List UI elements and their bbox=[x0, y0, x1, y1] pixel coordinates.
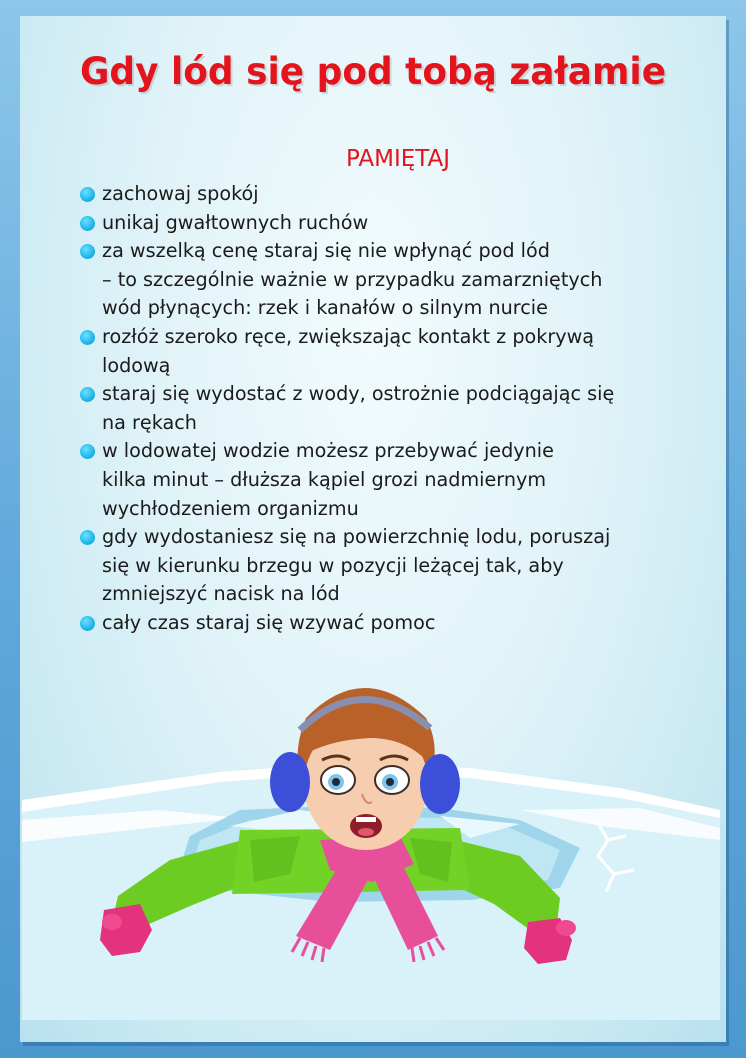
rule-item bbox=[80, 380, 700, 437]
rule-item bbox=[80, 237, 700, 323]
rule-line: za wszelką cenę staraj się nie wpłynąć pod lód bbox=[102, 239, 550, 263]
rule-line: się w kierunku brzegu w pozycji leżącej tak, aby bbox=[102, 553, 564, 577]
rule-line: na rękach bbox=[102, 410, 197, 434]
rule-item bbox=[80, 437, 700, 523]
rule-line: kilka minut – dłuższa kąpiel grozi nadmiernym bbox=[102, 467, 547, 491]
rule-line: – to szczególnie ważnie w przypadku zamarzniętych bbox=[102, 267, 603, 291]
bullet-icon bbox=[80, 216, 95, 231]
rule-line: gdy wydostaniesz się na powierzchnię lodu, poruszaj bbox=[102, 525, 611, 549]
rule-item bbox=[80, 523, 700, 609]
rule-line: cały czas staraj się wzywać pomoc bbox=[102, 610, 436, 634]
rule-line: w lodowatej wodzie możesz przebywać jedynie bbox=[102, 439, 554, 463]
rule-line: rozłóż szeroko ręce, zwiększając kontakt z pokrywą bbox=[102, 324, 595, 348]
bullet-icon bbox=[80, 530, 95, 545]
rule-line: wód płynących: rzek i kanałów o silnym nurcie bbox=[102, 296, 548, 320]
bullet-icon bbox=[80, 244, 95, 259]
rule-item bbox=[80, 609, 700, 638]
bullet-icon bbox=[80, 330, 95, 345]
rule-line: unikaj gwałtownych ruchów bbox=[102, 210, 369, 234]
bullet-icon bbox=[80, 616, 95, 631]
rule-item bbox=[80, 180, 700, 209]
rule-item bbox=[80, 323, 700, 380]
rule-line: lodową bbox=[102, 353, 171, 377]
bullet-icon bbox=[80, 187, 95, 202]
rule-line: zmniejszyć nacisk na lód bbox=[102, 582, 340, 606]
poster-title: Gdy lód się pod tobą załamie bbox=[79, 50, 667, 93]
child-in-ice-illustration bbox=[0, 660, 746, 1058]
bullet-icon bbox=[80, 444, 95, 459]
rule-line: zachowaj spokój bbox=[102, 182, 259, 205]
rules-list bbox=[80, 180, 700, 638]
bullet-icon bbox=[80, 387, 95, 402]
rule-item bbox=[80, 209, 700, 238]
rule-line: wychłodzeniem organizmu bbox=[102, 496, 359, 520]
rule-line: staraj się wydostać z wody, ostrożnie podciągając się bbox=[102, 382, 615, 406]
section-heading: PAMIĘTAJ bbox=[346, 146, 451, 172]
